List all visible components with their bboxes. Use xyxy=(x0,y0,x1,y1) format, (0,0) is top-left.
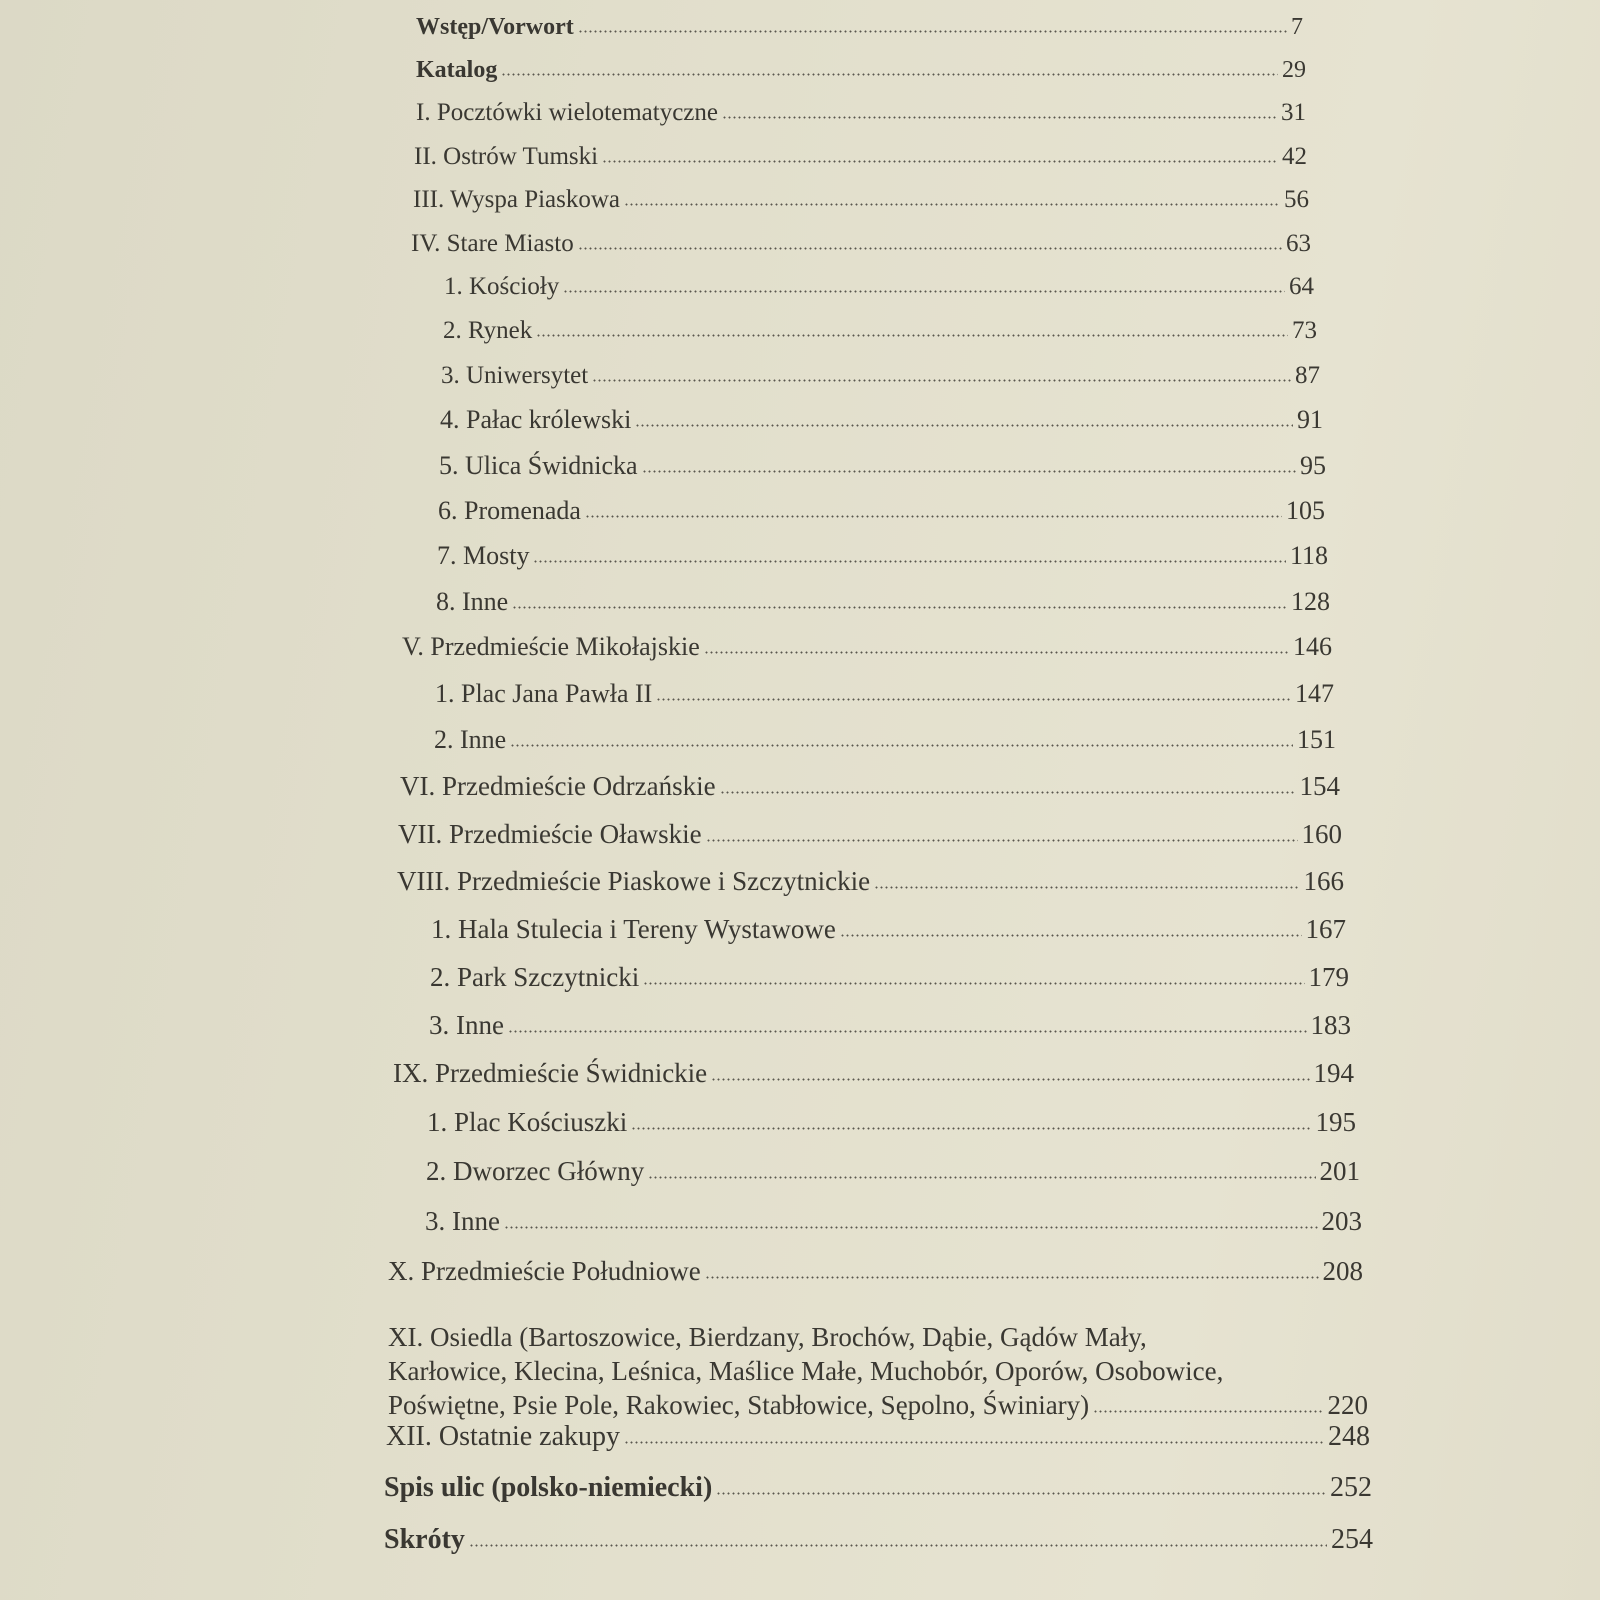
toc-entry-title: 2. Park Szczytnicki xyxy=(430,962,640,992)
toc-entry-title: VIII. Przedmieście Piaskowe i Szczytnickie xyxy=(397,866,871,896)
toc-entry-page-number: 248 xyxy=(1328,1421,1370,1452)
toc-entry xyxy=(444,271,1314,303)
osiedla-line-1: XI. Osiedla (Bartoszowice, Bierdzany, Brochów, Dąbie, Gądów Mały, xyxy=(388,1322,1147,1352)
toc-entry xyxy=(440,404,1323,436)
toc-entry-title: 1. Plac Kościuszki xyxy=(427,1107,628,1137)
dot-leader xyxy=(635,424,1293,427)
toc-entry-title: 1. Hala Stulecia i Tereny Wystawowe xyxy=(431,914,836,944)
toc-entry xyxy=(400,770,1340,802)
dot-leader xyxy=(624,1441,1324,1444)
toc-entry xyxy=(384,1524,1373,1556)
toc-entry-page-number: 91 xyxy=(1297,405,1323,434)
toc-entry-title: 3. Inne xyxy=(425,1206,500,1236)
dot-leader xyxy=(512,606,1287,609)
toc-entry-page-number: 56 xyxy=(1284,186,1309,213)
toc-entry xyxy=(402,631,1332,663)
toc-entry xyxy=(413,184,1309,216)
toc-entry-title: II. Ostrów Tumski xyxy=(414,143,599,170)
toc-entry-page-number: 147 xyxy=(1295,679,1334,708)
toc-entry-page-number: 63 xyxy=(1286,230,1311,257)
dot-leader xyxy=(643,982,1304,985)
dot-leader xyxy=(722,116,1277,119)
toc-entry-page-number: 166 xyxy=(1303,866,1344,896)
dot-leader xyxy=(578,30,1287,33)
toc-entry xyxy=(411,228,1311,260)
toc-entry-page-number: 254 xyxy=(1331,1524,1373,1555)
toc-entry xyxy=(414,141,1307,173)
dot-leader xyxy=(704,651,1289,654)
toc-entry-title: Skróty xyxy=(384,1524,465,1555)
toc-entry xyxy=(441,360,1320,392)
toc-entry-title: VII. Przedmieście Oławskie xyxy=(398,819,702,849)
dot-leader xyxy=(711,1078,1309,1081)
dot-leader xyxy=(716,1492,1326,1495)
toc-entry xyxy=(435,678,1334,710)
toc-entry xyxy=(438,495,1325,527)
toc-entry xyxy=(393,1057,1354,1089)
dot-leader xyxy=(563,290,1285,293)
toc-entry-page-number: 7 xyxy=(1291,14,1303,40)
dot-leader xyxy=(592,379,1291,382)
dot-leader xyxy=(705,1276,1319,1279)
toc-entry-title: 2. Dworzec Główny xyxy=(426,1156,645,1186)
dot-leader xyxy=(578,247,1282,250)
toc-entry-title: 6. Promenada xyxy=(438,496,581,525)
toc-entry xyxy=(434,724,1336,756)
dot-leader xyxy=(536,334,1288,337)
toc-entry-page-number: 64 xyxy=(1289,273,1314,300)
toc-entry-title: IX. Przedmieście Świdnickie xyxy=(393,1058,708,1088)
dot-leader xyxy=(874,886,1299,889)
toc-entry-title: 4. Pałac królewski xyxy=(440,405,632,434)
toc-entry-page-number: 194 xyxy=(1313,1058,1354,1088)
toc-entry-page-number: 183 xyxy=(1310,1010,1351,1040)
toc-entry-title: Katalog xyxy=(416,57,498,83)
toc-entry xyxy=(437,540,1328,572)
toc-entry-title: V. Przedmieście Mikołajskie xyxy=(402,632,700,661)
dot-leader xyxy=(631,1127,1311,1130)
toc-entry-page-number: 29 xyxy=(1282,57,1306,83)
toc-entry-page-number: 201 xyxy=(1319,1156,1360,1186)
toc-entry-osiedla xyxy=(388,1320,1368,1422)
toc-entry-title: 3. Uniwersytet xyxy=(441,362,589,389)
toc-entry xyxy=(431,913,1346,945)
toc-entry-page-number: 208 xyxy=(1322,1256,1363,1286)
osiedla-line-3: Poświętne, Psie Pole, Rakowiec, Stabłowice, Sępolno, Świniary) xyxy=(388,1390,1090,1420)
dot-leader xyxy=(501,73,1278,76)
osiedla-line-2: Karłowice, Klecina, Leśnica, Maślice Małe, Muchobór, Oporów, Osobowice, xyxy=(388,1356,1224,1386)
toc-entry xyxy=(416,11,1303,43)
toc-entry-page-number: 95 xyxy=(1300,451,1326,480)
toc-entry xyxy=(416,54,1306,86)
toc-entry-title: 7. Mosty xyxy=(437,541,530,570)
toc-entry-title: 8. Inne xyxy=(436,587,509,616)
dot-leader xyxy=(508,1030,1307,1033)
toc-entry-page-number: 252 xyxy=(1330,1472,1372,1503)
toc-entry xyxy=(398,818,1342,850)
toc-entry-page-number: 73 xyxy=(1292,317,1317,344)
toc-entry-page-number: 167 xyxy=(1305,914,1346,944)
toc-entry-page-number: 128 xyxy=(1291,587,1330,616)
toc-entry-page-number: 87 xyxy=(1295,362,1320,389)
toc-entry-title: Wstęp/Vorwort xyxy=(416,14,574,40)
toc-entry-title: 2. Rynek xyxy=(443,317,533,344)
toc-entry xyxy=(397,865,1344,897)
dot-leader xyxy=(585,515,1282,518)
toc-entry-title: VI. Przedmieście Odrzańskie xyxy=(400,771,716,801)
osiedla-page-number: 220 xyxy=(1327,1390,1368,1420)
toc-entry xyxy=(429,1009,1351,1041)
osiedla-line-3-row xyxy=(388,1388,1368,1422)
toc-entry-page-number: 179 xyxy=(1308,962,1349,992)
toc-entry xyxy=(436,586,1330,618)
toc-entry-page-number: 105 xyxy=(1286,496,1325,525)
dot-leader xyxy=(656,698,1291,701)
toc-entry-page-number: 118 xyxy=(1289,541,1328,570)
toc-entry-title: X. Przedmieście Południowe xyxy=(388,1256,701,1286)
dot-leader xyxy=(602,160,1278,163)
toc-entry-title: IV. Stare Miasto xyxy=(411,230,574,257)
toc-entry-title: 1. Kościoły xyxy=(444,273,560,300)
toc-entry-page-number: 203 xyxy=(1321,1206,1362,1236)
toc-entry-title: III. Wyspa Piaskowa xyxy=(413,186,621,213)
dot-leader xyxy=(1093,1410,1323,1413)
toc-entry-page-number: 160 xyxy=(1301,819,1342,849)
toc-entry xyxy=(443,315,1317,347)
toc-entry xyxy=(388,1255,1363,1287)
dot-leader xyxy=(504,1226,1318,1229)
dot-leader xyxy=(469,1544,1327,1547)
toc-entry-page-number: 151 xyxy=(1297,725,1336,754)
toc-entry-title: 1. Plac Jana Pawła II xyxy=(435,679,653,708)
toc-entry-title: XII. Ostatnie zakupy xyxy=(386,1421,621,1452)
toc-entry xyxy=(427,1106,1356,1138)
dot-leader xyxy=(706,839,1298,842)
dot-leader xyxy=(720,791,1296,794)
dot-leader xyxy=(840,934,1302,937)
toc-entry xyxy=(439,450,1326,482)
toc-entry-title: Spis ulic (polsko-niemiecki) xyxy=(384,1472,713,1503)
dot-leader xyxy=(648,1176,1315,1179)
toc-entry xyxy=(386,1421,1370,1453)
toc-entry xyxy=(430,961,1349,993)
toc-entry-title: 3. Inne xyxy=(429,1010,504,1040)
dot-leader xyxy=(642,470,1296,473)
toc-entry-title: 2. Inne xyxy=(434,725,507,754)
dot-leader xyxy=(624,203,1280,206)
toc-entry-page-number: 42 xyxy=(1282,143,1307,170)
toc-entry xyxy=(384,1472,1372,1504)
toc-entry xyxy=(426,1155,1360,1187)
dot-leader xyxy=(533,560,1285,563)
toc-entry-page-number: 31 xyxy=(1281,99,1306,126)
toc-entry-title: I. Pocztówki wielotematyczne xyxy=(416,99,718,126)
toc-entry-page-number: 154 xyxy=(1299,771,1340,801)
toc-entry-title: 5. Ulica Świdnicka xyxy=(439,451,638,480)
dot-leader xyxy=(510,744,1293,747)
toc-entry-page-number: 146 xyxy=(1293,632,1332,661)
toc-entry xyxy=(416,97,1306,129)
toc-entry xyxy=(425,1205,1362,1237)
toc-entry-page-number: 195 xyxy=(1315,1107,1356,1137)
